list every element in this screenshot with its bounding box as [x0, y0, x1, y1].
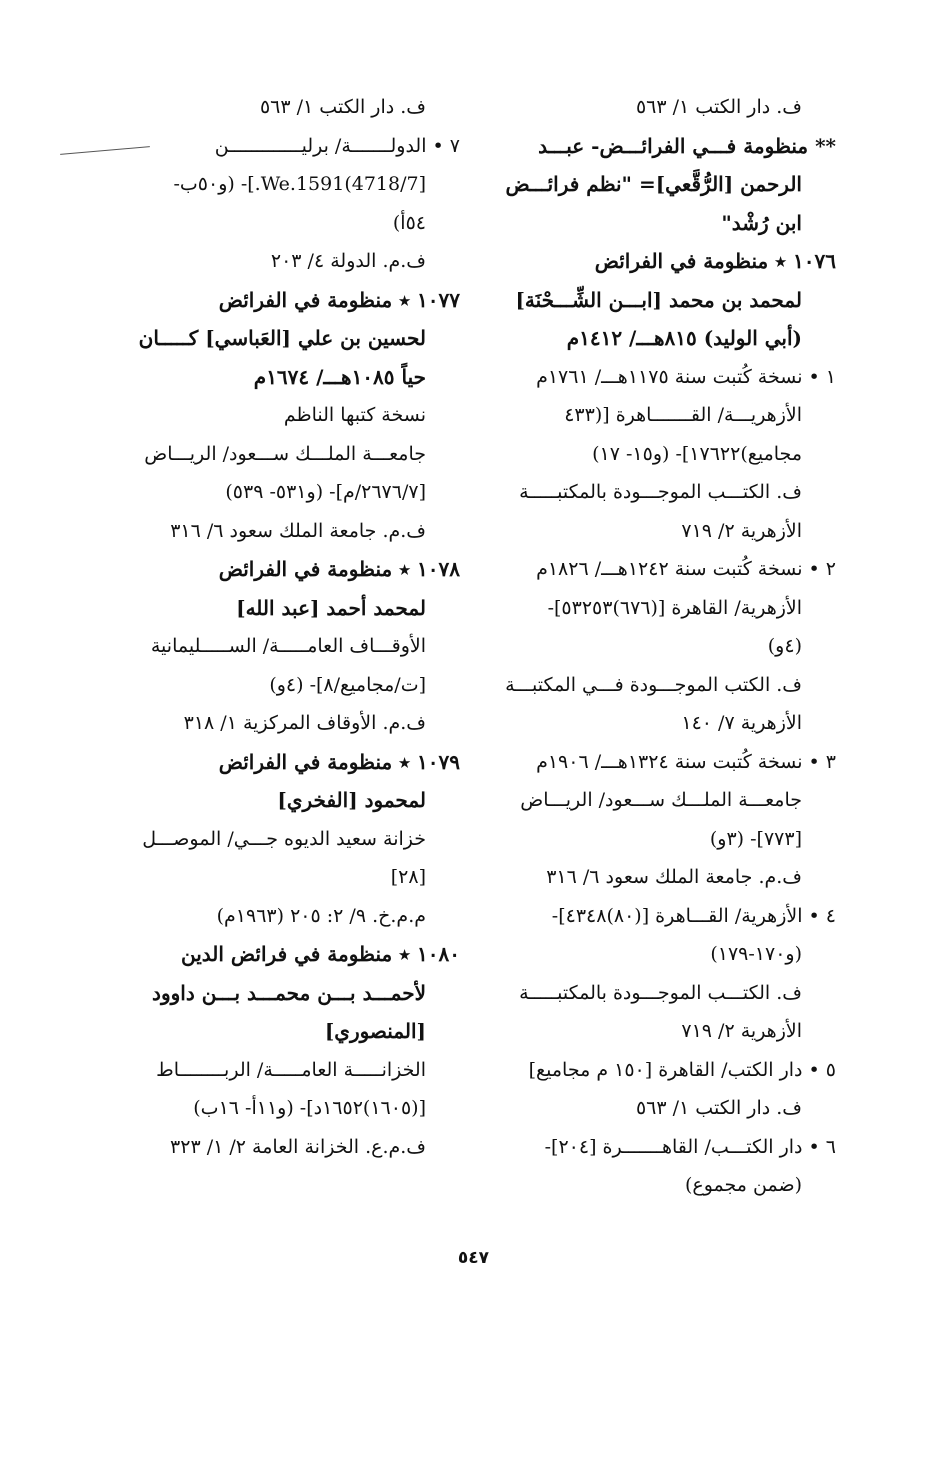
left-column: [100, 88, 460, 1166]
text-line: [ت/مجاميع/٨]- (٤و): [269, 673, 426, 696]
text-line: مجاميع)١٧٦٢٢]- (و١٥- ١٧): [592, 442, 802, 465]
text-line: لمحمود [الفخري]: [277, 788, 426, 812]
text-line: ف.م. جامعة الملك سعود ٦/ ٣١٦: [170, 519, 426, 542]
text-line: الأزهرية ٢/ ٧١٩: [681, 1020, 802, 1042]
text-line: ف. الكتـــب الموجـــودة بالمكتبـــــة: [519, 981, 802, 1004]
text-line: خزانة سعيد الديوه جـــي/ الموصـــل: [142, 827, 426, 850]
text-line: (و١٧٠-١٧٩): [710, 943, 802, 965]
text-line: لحسين بن علي [العَباسي] كـــــان: [138, 326, 426, 350]
text-line: ف.م.ع. الخزانة العامة ٢/ ١/ ٣٢٣: [170, 1135, 426, 1158]
text-line: [(١٦٠٥)١٦٥٢د]- (و١١أ- ١٦ب): [193, 1097, 426, 1119]
text-line: [المنصوري]: [324, 1019, 426, 1043]
text-line: [٢٨]: [390, 866, 426, 888]
text-line: ٦ • دار الكتـــب/ القاهـــــــرة [٢٠٤]-: [544, 1135, 836, 1158]
text-line: لمحمد بن محمد [ابـــن الشِّـــحْنَة]: [515, 287, 802, 312]
text-line: ٥٤أ): [392, 211, 426, 234]
text-line: ابن رُشْد": [721, 210, 802, 235]
text-line: ١٠٧٨ ٭ منظومة في الفرائض: [218, 557, 460, 581]
text-line: ١٠٧٧ ٭ منظومة في الفرائض: [218, 287, 460, 312]
text-line: ف. دار الكتب ١/ ٥٦٣: [635, 1097, 802, 1119]
text-line: ١ • نسخة كُتبت سنة ١١٧٥هـــ/ ١٧٦١م: [536, 365, 836, 388]
text-line: الأزهريـــة/ القـــــــاهرة [(٤٣٣: [564, 404, 802, 426]
text-line: [٧٧٣]- (٣و): [709, 827, 802, 850]
text-line: ف. الكتـــب الموجـــودة بالمكتبـــــة: [519, 481, 802, 503]
text-line: ف.م. الأوقاف المركزية ١/ ٣١٨: [183, 712, 426, 734]
text-line: (أبي الوليد) ٨١٥هـــ/ ١٤١٢م: [566, 326, 802, 350]
text-line: جامعـــة الملـــك ســـعود/ الريـــاض: [520, 789, 802, 811]
text-line: الخزانـــــة العامـــــة/ الربــــــــاط: [156, 1058, 426, 1081]
text-line: الأزهرية ٢/ ٧١٩: [681, 519, 802, 542]
text-line: الأزهرية ٧/ ١٤٠: [681, 712, 802, 734]
text-line: ٤ • الأزهرية/ القـــاهرة [(٨٠)٤٣٤٨]-: [551, 904, 836, 927]
text-line: ف. الكتب الموجـــودة فـــي المكتبـــة: [505, 673, 802, 696]
text-line: ف. دار الكتب ١/ ٥٦٣: [259, 96, 426, 118]
text-line: نسخة كتبها الناظم: [283, 404, 426, 426]
text-line: ٢ • نسخة كُتبت سنة ١٢٤٢هـــ/ ١٨٢٦م: [536, 558, 836, 580]
text-line: ف. دار الكتب ١/ ٥٦٣: [635, 96, 802, 118]
text-line: (٤و): [767, 635, 802, 657]
page-number: ٥٤٧: [457, 1248, 490, 1268]
text-line: ٧ • الدولـــــــة/ برليـــــــــــــن: [214, 134, 460, 157]
text-line: [٢٦٧٦/٧/م]- (و٥٣١- ٥٣٩): [225, 481, 426, 503]
text-line: [4718/7)We.1591.]- (و٥٠ب-: [173, 173, 426, 195]
text-line: ١٠٧٩ ٭ منظومة في الفرائض: [218, 749, 460, 774]
text-line: ١٠٧٦ ٭ منظومة في الفرائض: [594, 249, 836, 273]
text-line: ف.م. الدولة ٤/ ٢٠٣: [270, 250, 426, 272]
text-line: الأوقـــاف العامـــــة/ الســـــليمانية: [150, 635, 426, 657]
text-line: ٣ • نسخة كُتبت سنة ١٣٢٤هـــ/ ١٩٠٦م: [536, 750, 836, 773]
text-line: ٥ • دار الكتب/ القاهرة [١٥٠ م مجاميع]: [528, 1058, 836, 1081]
text-line: الرحمن [الرُّقَّعي]= "نظم فرائـــض: [505, 172, 802, 196]
text-line: ١٠٨٠ ٭ منظومة في فرائض الدين: [181, 942, 460, 966]
right-column: [480, 88, 836, 1205]
text-line: حياً ١٠٨٥هـــ/ ١٦٧٤م: [253, 364, 426, 389]
text-line: ف.م. جامعة الملك سعود ٦/ ٣١٦: [546, 866, 802, 888]
text-line: (ضمن مجموع): [684, 1174, 802, 1196]
text-line: لمحمد أحمد [عبد الله]: [236, 595, 426, 620]
text-line: الأزهرية/ القاهرة [(٦٧٦)٥٣٢٥٣]-: [547, 596, 802, 619]
text-line: ** منظومة فـــي الفرائـــض- عبـــد: [538, 133, 836, 158]
text-line: جامعـــة الملـــك ســـعود/ الريـــاض: [144, 442, 426, 465]
text-line: لأحمـــد بـــن محمـــد بـــن داوود: [152, 980, 426, 1005]
text-line: م.م.خ. ٩/ ٢: ٢٠٥ (١٩٦٣م): [216, 904, 426, 927]
